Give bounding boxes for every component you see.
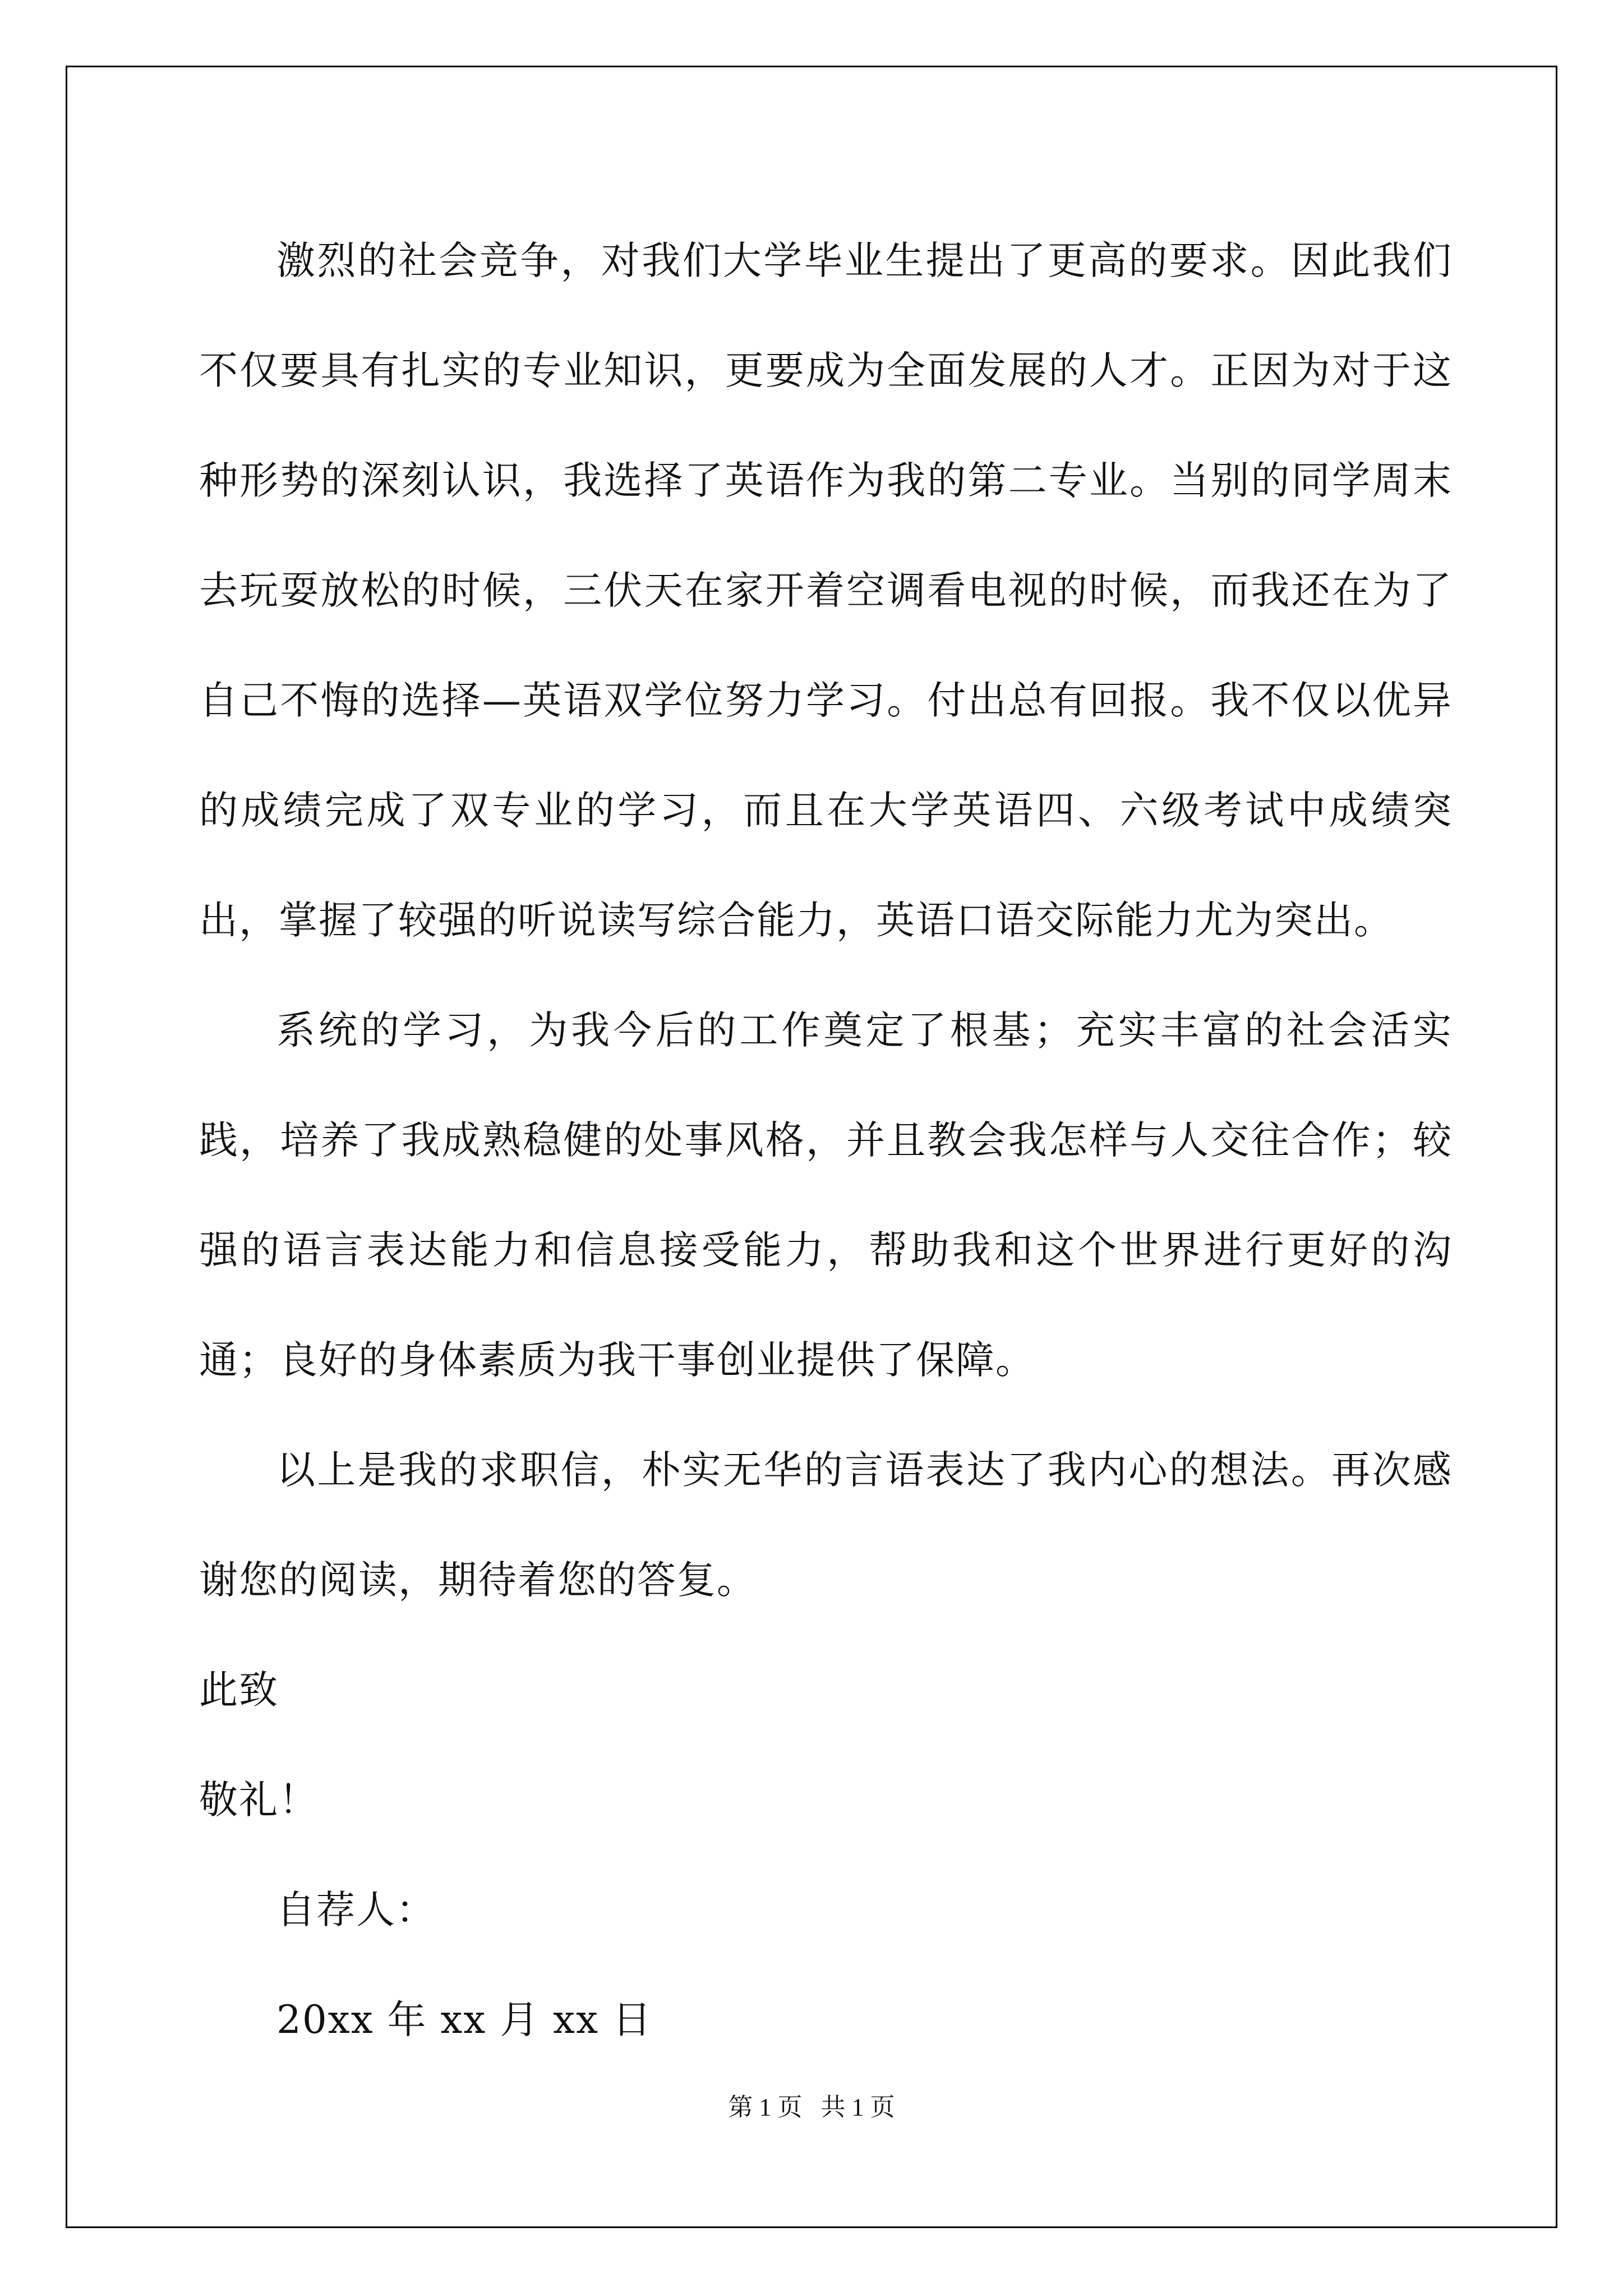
letter-body: [199, 206, 1453, 2075]
paragraph-1: 激烈的社会竞争，对我们大学毕业生提出了更高的要求。因此我们不仅要具有扎实的专业知识，更要成为全面发展的人才。正因为对于这种形势的深刻认识，我选择了英语作为我的第二专业。当别的同学周末去玩耍放松的时候，三伏天在家开着空调看电视的时候，而我还在为了自己不悔的选择—英语双学位努力学习。付出总有回报。我不仅以优异的成绩完成了双专业的学习，而且在大学英语四、六级考试中成绩突出，掌握了较强的听说读写综合能力，英语口语交际能力尤为突出。: [199, 238, 1453, 943]
date-line: 20xx 年 xx 月 xx 日: [276, 1998, 652, 2042]
signature-label: 自荐人：: [276, 1888, 436, 1932]
closing-line: 此致: [199, 1668, 279, 1713]
page-footer: 第 1 页 共 1 页: [728, 2093, 895, 2121]
paragraph-2: 系统的学习，为我今后的工作奠定了根基；充实丰富的社会活实践，培养了我成熟稳健的处事风格，并且教会我怎样与人交往合作；较强的语言表达能力和信息接受能力，帮助我和这个世界进行更好的沟通；良好的身体素质为我干事创业提供了保障。: [199, 1008, 1453, 1383]
paragraph-3: 以上是我的求职信，朴实无华的言语表达了我内心的想法。再次感谢您的阅读，期待着您的答复。: [199, 1448, 1453, 1603]
salutation-line: 敬礼！: [199, 1778, 319, 1823]
